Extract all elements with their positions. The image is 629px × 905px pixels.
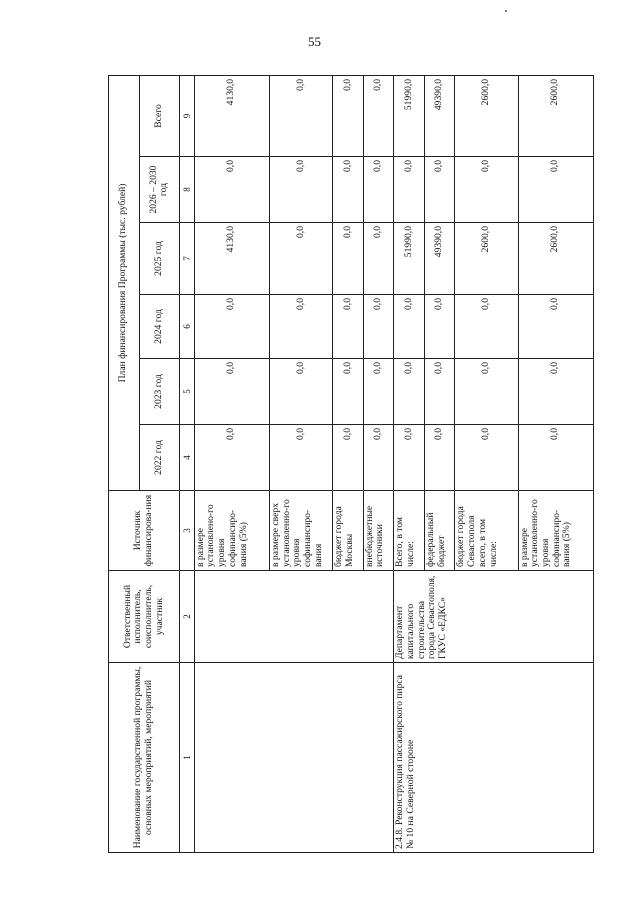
index-cell: 9	[180, 75, 194, 156]
measure-name-cell	[194, 663, 394, 853]
value-cell: 0,0	[518, 295, 593, 359]
value-cell: 0,0	[269, 425, 332, 491]
executor-cell: Департамент капитального строительства города Севастополя, ГКУС «ЕДКС»	[394, 571, 594, 663]
source-cell: Всего, в том числе:	[394, 491, 425, 571]
header-year-2024: 2024 год	[139, 295, 180, 359]
value-cell: 0,0	[455, 157, 518, 223]
value-cell: 0,0	[363, 425, 394, 491]
value-cell: 0,0	[455, 295, 518, 359]
index-cell: 2	[180, 571, 194, 663]
value-cell: 51990,0	[394, 223, 425, 295]
value-cell: 0,0	[455, 425, 518, 491]
value-cell: 0,0	[518, 425, 593, 491]
value-cell: 0,0	[333, 425, 364, 491]
value-cell: 0,0	[394, 425, 425, 491]
value-cell: 0,0	[394, 157, 425, 223]
value-cell: 51990,0	[394, 75, 425, 156]
value-cell: 0,0	[363, 75, 394, 156]
index-cell: 1	[180, 663, 194, 853]
value-cell: 0,0	[269, 359, 332, 425]
header-executor: Ответственный исполнитель, соисполнитель, участник	[109, 571, 180, 663]
value-cell: 0,0	[363, 223, 394, 295]
value-cell: 0,0	[363, 157, 394, 223]
index-cell: 4	[180, 425, 194, 491]
value-cell: 2600,0	[518, 75, 593, 156]
value-cell: 2600,0	[518, 223, 593, 295]
source-cell: федеральный бюджет	[424, 491, 455, 571]
index-cell: 6	[180, 295, 194, 359]
header-year-2022: 2022 год	[139, 425, 180, 491]
executor-cell	[194, 571, 394, 663]
table-row	[394, 75, 425, 852]
rotated-table	[108, 76, 594, 853]
value-cell: 0,0	[518, 359, 593, 425]
value-cell: 0,0	[333, 359, 364, 425]
index-cell: 3	[180, 491, 194, 571]
financing-table	[108, 75, 594, 853]
value-cell: 0,0	[194, 295, 269, 359]
header-year-2023: 2023 год	[139, 359, 180, 425]
value-cell: 0,0	[333, 157, 364, 223]
value-cell: 0,0	[333, 295, 364, 359]
value-cell: 2600,0	[455, 223, 518, 295]
value-cell: 0,0	[424, 157, 455, 223]
value-cell: 2600,0	[455, 75, 518, 156]
value-cell: 0,0	[194, 359, 269, 425]
value-cell: 0,0	[333, 223, 364, 295]
value-cell: 0,0	[363, 295, 394, 359]
source-cell: бюджет города Москвы	[333, 491, 364, 571]
header-name: Наименование государственной программы, основных мероприятий, мероприятий	[109, 663, 180, 853]
index-cell: 7	[180, 223, 194, 295]
value-cell: 49390,0	[424, 75, 455, 156]
value-cell: 4130,0	[194, 75, 269, 156]
value-cell: 0,0	[269, 75, 332, 156]
measure-name-cell: 2.4.8. Реконструкция пассажирского пирса № 10 на Северной стороне	[394, 663, 594, 853]
source-cell: бюджет города Севастополя всего, в том числе:	[455, 491, 518, 571]
header-plan: План финансирования Программы (тыс. рублей)	[109, 75, 140, 490]
value-cell: 0,0	[424, 425, 455, 491]
value-cell: 0,0	[333, 75, 364, 156]
value-cell: 49390,0	[424, 223, 455, 295]
source-cell: внебюджетные источники	[363, 491, 394, 571]
value-cell: 0,0	[269, 223, 332, 295]
table-row	[194, 75, 269, 852]
value-cell: 0,0	[194, 425, 269, 491]
index-cell: 5	[180, 359, 194, 425]
source-cell: в размере сверх установленно-го уровня софинансиро-вания	[269, 491, 332, 571]
value-cell: 0,0	[194, 157, 269, 223]
value-cell: 0,0	[424, 295, 455, 359]
financing-table-region	[108, 76, 594, 853]
value-cell: 0,0	[394, 295, 425, 359]
value-cell: 0,0	[424, 359, 455, 425]
value-cell: 0,0	[363, 359, 394, 425]
value-cell: 0,0	[518, 157, 593, 223]
value-cell: 0,0	[269, 157, 332, 223]
index-cell: 8	[180, 157, 194, 223]
header-year-2025: 2025 год	[139, 223, 180, 295]
value-cell: 4130,0	[194, 223, 269, 295]
source-cell: в размере установленно-го уровня софинансиро-вания (5%)	[518, 491, 593, 571]
header-year-2026-2030: 2026 – 2030 год	[139, 157, 180, 223]
header-source: Источник финансирова-ния	[109, 491, 180, 571]
header-total: Всего	[139, 75, 180, 156]
value-cell: 0,0	[269, 295, 332, 359]
scan-speck	[505, 10, 507, 12]
source-cell: в размере установлено-го уровня софинансиро-вания (5%)	[194, 491, 269, 571]
value-cell: 0,0	[394, 359, 425, 425]
value-cell: 0,0	[455, 359, 518, 425]
page-number: 55	[308, 34, 321, 49]
